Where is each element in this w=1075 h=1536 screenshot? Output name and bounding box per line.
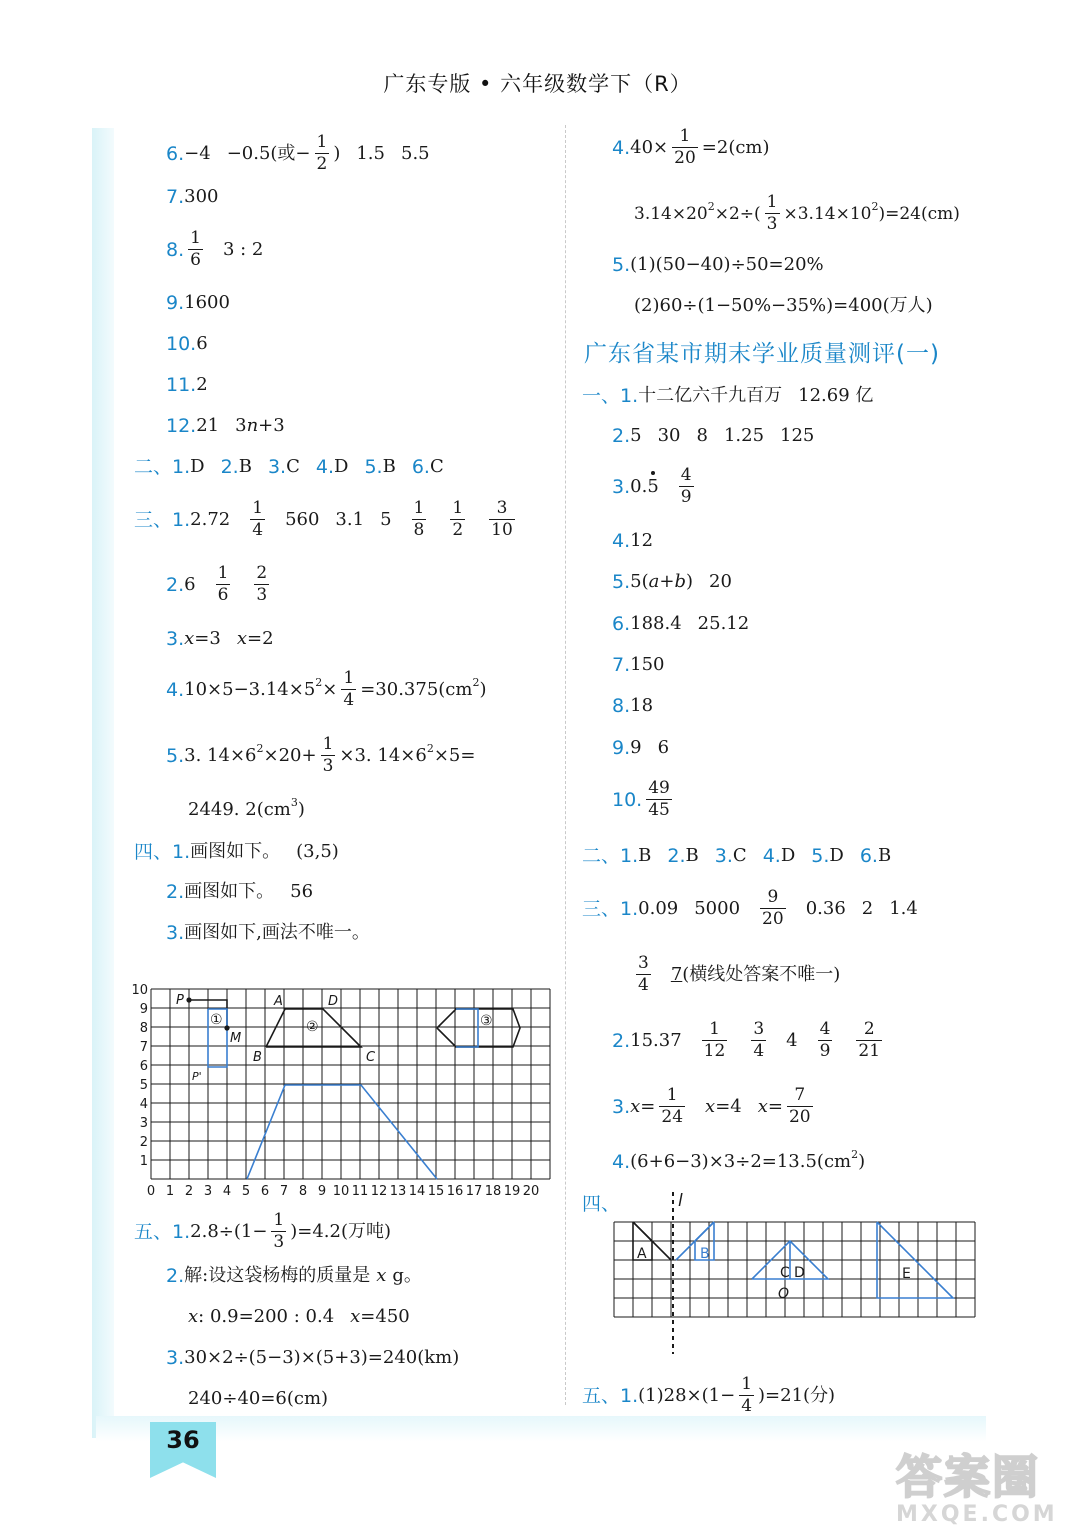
section-3-answer-4: 4. 10×5−3.14×5 2 × $\frac{1}{4}$ =30.375(cm 2 ) bbox=[166, 668, 487, 710]
section-5-answer-3-result: 240÷40=6(cm) bbox=[188, 1388, 329, 1409]
right-answer-5-part-2: (2)60÷(1−50%−35%)=400(万人) bbox=[634, 295, 933, 316]
x-tick-label: 7 bbox=[279, 1184, 289, 1199]
label-p: P bbox=[176, 993, 184, 1008]
answer-11: 11. 2 bbox=[166, 374, 208, 396]
section-3-answer-3: 3. x =3 x =2 bbox=[166, 628, 274, 650]
watermark-logo: 答案圈 bbox=[896, 1450, 1040, 1504]
y-tick-label: 5 bbox=[139, 1078, 148, 1093]
x-tick-label: 3 bbox=[203, 1184, 213, 1199]
watermark bbox=[896, 1452, 1071, 1532]
answer-9: 9. 1600 bbox=[166, 292, 230, 314]
exam-section-3-answer-1-cont: $\frac{3}{4}$ 7 (横线处答案不唯一) bbox=[638, 953, 841, 995]
y-tick-label: 6 bbox=[139, 1059, 148, 1074]
x-tick-label: 5 bbox=[241, 1184, 251, 1199]
x-tick-label: 10 bbox=[332, 1184, 350, 1199]
exam-section-3-answer-4: 4. (6+6−3)×3÷2=13.5(cm 2 ) bbox=[612, 1148, 866, 1173]
answer-12: 12. 21 3 n +3 bbox=[166, 415, 285, 437]
exam-section-3-answer-3: 3. x = $\frac{1}{24}$ x =4 x = $\frac{7}{20}$ bbox=[612, 1085, 811, 1127]
grid-shapes bbox=[186, 997, 520, 1179]
label-circle-3: ③ bbox=[480, 1013, 493, 1029]
x-tick-label: 12 bbox=[370, 1184, 388, 1199]
label-c-shape: C bbox=[780, 1265, 790, 1281]
exam-answer-2: 2. 5 30 8 1.25 125 bbox=[612, 425, 815, 447]
section-5-answer-2-equation: x : 0.9=200 : 0.4 x =450 bbox=[188, 1306, 410, 1327]
exam-section-5-answer-1: 五、 1. (1)28×(1− $\frac{1}{4}$ )=21(分) bbox=[582, 1374, 836, 1416]
section-3-answer-5-result: 2449. 2(cm 3 ) bbox=[188, 796, 305, 820]
symmetry-grid-figure bbox=[606, 1188, 986, 1358]
x-tick-label: 14 bbox=[408, 1184, 426, 1199]
y-tick-label: 10 bbox=[131, 983, 148, 998]
label-b: B bbox=[253, 1050, 262, 1065]
label-m: M bbox=[230, 1031, 242, 1046]
x-tick-label: 15 bbox=[427, 1184, 445, 1199]
x-tick-label: 9 bbox=[317, 1184, 327, 1199]
symmetry-labels bbox=[637, 1246, 911, 1302]
page-header: 广东专版 • 六年级数学下（R） bbox=[383, 72, 692, 96]
x-tick-label: 8 bbox=[298, 1184, 308, 1199]
y-tick-label: 1 bbox=[139, 1154, 148, 1169]
watermark-url: MXQE.COM bbox=[896, 1502, 1058, 1527]
point-m bbox=[224, 1025, 229, 1030]
y-tick-label: 3 bbox=[139, 1116, 148, 1131]
section-3-answer-2: 2. 6 $\frac{1}{6}$ $\frac{2}{3}$ bbox=[166, 563, 268, 605]
exam-section-2-answers: 二、 1. B 2. B 3. C 4. D 5. D 6. B bbox=[582, 845, 892, 867]
exam-answer-5: 5. 5( a + b ) 20 bbox=[612, 571, 732, 593]
left-decor-stripe bbox=[92, 128, 114, 1438]
section-5-answer-3: 3. 30×2÷(5−3)×(5+3)=240(km) bbox=[166, 1347, 460, 1369]
column-divider bbox=[565, 125, 566, 1405]
label-d: D bbox=[328, 994, 339, 1009]
right-answer-5: 5. (1)(50−40)÷50=20% bbox=[612, 254, 824, 276]
x-tick-label: 1 bbox=[165, 1184, 175, 1199]
shape-2-transformed bbox=[247, 1085, 437, 1179]
section-4-answer-3: 3. 画图如下,画法不唯一。 bbox=[166, 922, 370, 944]
x-tick-label: 4 bbox=[222, 1184, 232, 1199]
answer-6: 6. −4 −0.5(或− $\frac{1}{2}$ ) 1.5 5.5 bbox=[166, 132, 430, 174]
exam-answer-6: 6. 188.4 25.12 bbox=[612, 613, 750, 635]
x-tick-label: 16 bbox=[446, 1184, 464, 1199]
y-tick-label: 8 bbox=[139, 1021, 148, 1036]
x-tick-label: 19 bbox=[503, 1184, 521, 1199]
right-answer-4: 4. 40× $\frac{1}{20}$ =2(cm) bbox=[612, 126, 770, 168]
shape-3-image bbox=[456, 1009, 478, 1047]
x-tick-label: 2 bbox=[184, 1184, 194, 1199]
y-tick-label: 4 bbox=[139, 1097, 148, 1112]
label-circle-2: ② bbox=[306, 1019, 319, 1035]
y-tick-label: 7 bbox=[139, 1040, 148, 1055]
label-o-point: O bbox=[778, 1286, 790, 1302]
label-p-prime: P' bbox=[192, 1070, 202, 1083]
exam-answer-4: 4. 12 bbox=[612, 530, 654, 552]
label-d-shape: D bbox=[794, 1265, 805, 1281]
x-tick-label: 13 bbox=[389, 1184, 407, 1199]
section-4-answer-1: 四、 1. 画图如下。 (3,5) bbox=[134, 841, 339, 863]
exam-title: 广东省某市期末学业质量测评(一) bbox=[584, 341, 940, 367]
label-circle-1: ① bbox=[210, 1012, 223, 1028]
exam-answer-8: 8. 18 bbox=[612, 695, 654, 717]
axis-label-l: l bbox=[678, 1191, 683, 1211]
label-a-shape: A bbox=[637, 1246, 647, 1262]
section-3-answer-1: 三、 1. 2.72 $\frac{1}{4}$ 560 3.1 5 $\frac{1}{8}$ $\frac{1}{2}$ $\frac{3}{10}$ bbox=[134, 498, 513, 540]
label-c: C bbox=[366, 1050, 376, 1065]
x-tick-label: 20 bbox=[522, 1184, 540, 1199]
exam-section-3-answer-2: 2. 15.37 $\frac{1}{12}$ $\frac{3}{4}$ 4 $\frac{4}{9}$ $\frac{2}{21}$ bbox=[612, 1019, 881, 1061]
x-tick-label: 0 bbox=[146, 1184, 156, 1199]
answer-10: 10. 6 bbox=[166, 333, 208, 355]
label-b-shape: B bbox=[700, 1246, 710, 1262]
x-tick-label: 17 bbox=[465, 1184, 483, 1199]
answer-7: 7. 300 bbox=[166, 186, 219, 208]
exam-answer-3: 3. 0. 5 $\frac{4}{9}$ bbox=[612, 465, 692, 507]
label-a: A bbox=[274, 994, 283, 1009]
exam-answer-9: 9. 9 6 bbox=[612, 737, 670, 759]
bottom-decor-band bbox=[96, 1416, 986, 1442]
coordinate-grid-figure bbox=[126, 960, 556, 1199]
exam-section-4-label: 四、 bbox=[582, 1193, 621, 1215]
page-number: 36 bbox=[166, 1426, 200, 1454]
exam-answer-7: 7. 150 bbox=[612, 654, 665, 676]
section-3-answer-5: 5. 3. 14×6 2 ×20+ $\frac{1}{3}$ ×3. 14×6 2 ×5= bbox=[166, 734, 476, 776]
exam-answer-10: 10. $\frac{49}{45}$ bbox=[612, 778, 670, 820]
grid-labels bbox=[176, 993, 493, 1083]
section-4-answer-2: 2. 画图如下。 56 bbox=[166, 881, 314, 903]
answer-8: 8. $\frac{1}{6}$ 3 : 2 bbox=[166, 228, 264, 270]
section-5-answer-2: 2. 解:设这袋杨梅的质量是 x g。 bbox=[166, 1265, 422, 1287]
exam-section-1-answer-1: 一、 1. 十二亿六千九百万 12.69 亿 bbox=[582, 385, 874, 407]
x-tick-label: 18 bbox=[484, 1184, 502, 1199]
exam-section-3-answer-1: 三、 1. 0.09 5000 $\frac{9}{20}$ 0.36 2 1.4 bbox=[582, 887, 918, 929]
right-answer-4-volume: 3.14×20 2 ×2÷( $\frac{1}{3}$ ×3.14×10 2 )=24(cm) bbox=[634, 192, 960, 234]
y-tick-label: 2 bbox=[139, 1135, 148, 1150]
point-p bbox=[186, 997, 191, 1002]
x-tick-label: 6 bbox=[260, 1184, 270, 1199]
y-tick-label: 9 bbox=[139, 1002, 148, 1017]
section-5-answer-1: 五、 1. 2.8÷(1− $\frac{1}{3}$ )=4.2(万吨) bbox=[134, 1210, 392, 1252]
x-tick-label: 11 bbox=[351, 1184, 369, 1199]
section-2-answers: 二、 1. D 2. B 3. C 4. D 5. B 6. C bbox=[134, 456, 444, 478]
label-e-shape: E bbox=[902, 1266, 911, 1282]
